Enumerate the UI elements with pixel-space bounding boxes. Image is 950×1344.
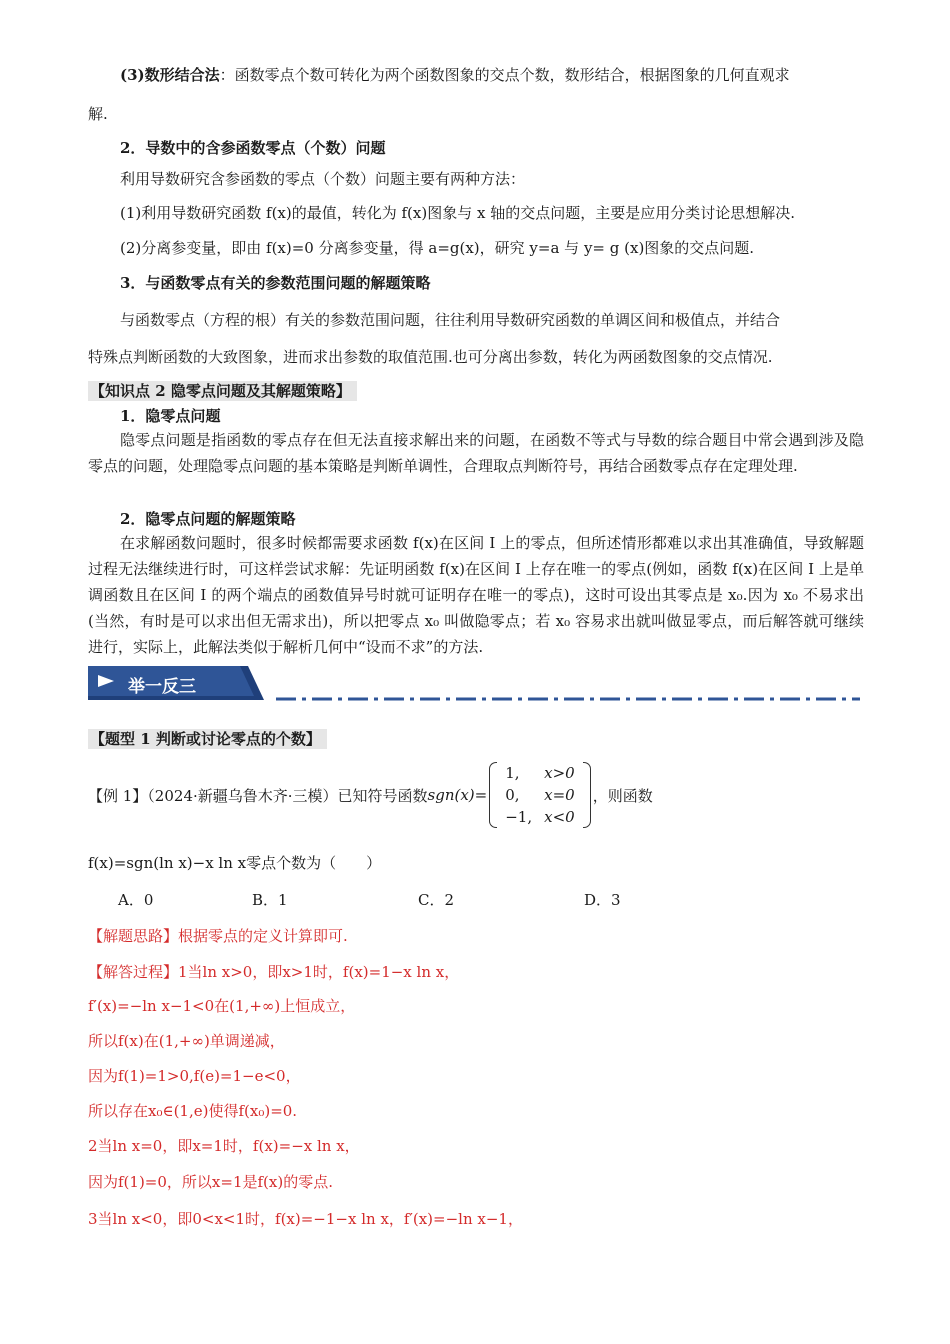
banner-label: 举一反三 [128, 677, 196, 697]
method-3-label: (3)数形结合法 [120, 66, 220, 84]
method-3-line-end: 解. [88, 105, 108, 123]
solution-step: 3当ln x<0，即0<x<1时，f(x)=−1−x ln x，f′(x)=−ln x−1， [88, 1210, 523, 1228]
sgn-cases [489, 762, 590, 828]
method-3-line [120, 64, 790, 85]
heading-hidden-zero-strategy: 2．隐零点问题的解题策略 [120, 510, 296, 528]
param-zero-method-1: (1)利用导数研究函数 f(x)的最值，转化为 f(x)图象与 x 轴的交点问题，主要是应用分类讨论思想解决. [120, 204, 795, 222]
topic-1-tag: 【题型 1 判断或讨论零点的个数】 [88, 729, 327, 749]
example-1-prefix: 【例 1】（2024·新疆乌鲁木齐·三模）已知符号函数 [88, 786, 428, 805]
solution-step: 所以存在x₀∈(1,e)使得f(x₀)=0. [88, 1102, 298, 1120]
hidden-zero-paragraph: 隐零点问题是指函数的零点存在但无法直接求解出来的问题，在函数不等式与导数的综合题目中常会遇到涉及隐零点的问题，处理隐零点问题的基本策略是判断单调性，合理取点判断符号，再结合函数零点存在定理处理. [88, 431, 864, 475]
param-zero-intro: 利用导数研究含参函数的零点（个数）问题主要有两种方法： [120, 170, 526, 188]
param-zero-method-2: (2)分离参变量，即由 f(x)=0 分离参变量，得 a=g(x)，研究 y=a 与 y= g (x)图象的交点问题. [120, 239, 755, 257]
example-1-line-2: f(x)=sgn(ln x)−x ln x零点个数为（ ） [88, 854, 382, 872]
solution-step: 所以f(x)在(1,+∞)单调递减， [88, 1032, 285, 1050]
case-value: 0, [505, 786, 520, 804]
option-b: B．1 [252, 891, 288, 909]
practice-banner [88, 666, 264, 700]
banner-dash-line [276, 697, 860, 701]
heading-param-range: 3．与函数零点有关的参数范围问题的解题策略 [120, 274, 431, 292]
solution-step: 因为f(1)=0，所以x=1是f(x)的零点. [88, 1173, 333, 1191]
case-condition: x=0 [544, 786, 575, 804]
case-condition: x<0 [544, 808, 575, 826]
knowledge-point-2-tag: 【知识点 2 隐零点问题及其解题策略】 [88, 381, 357, 401]
solution-step: 2当ln x=0，即x=1时，f(x)=−x ln x， [88, 1137, 360, 1155]
case-value: −1, [505, 808, 533, 826]
heading-hidden-zero: 1．隐零点问题 [120, 407, 221, 425]
hidden-zero-strategy-paragraph: 在求解函数问题时，很多时候都需要求函数 f(x)在区间 I 上的零点，但所述情形都难以求出其准确值，导致解题过程无法继续进行时，可这样尝试求解：先证明函数 f(x)在区间 I 上存在唯一的零点(例如，函数 f(x)在区间 I 上是单调函数且在区间 I 的两个端点的函数值异号时就可证明存在唯一的零点)，这时可设出其零点是 x₀.因为 x₀ 不易求出(当然，有时是可以求出但无需求出)，所以把零点 x₀ 叫做隐零点；若 x₀ 容易求出就叫做显零点，而后解答就可继续进行，实际上，此解法类似于解析几何中“设而不求”的方法. [88, 534, 864, 656]
option-c: C．2 [418, 891, 455, 909]
option-d: D．3 [584, 891, 621, 909]
param-range-text-2: 特殊点判断函数的大致图象，进而求出参数的取值范围.也可分离出参数，转化为两函数图象的交点情况. [88, 348, 773, 366]
heading-param-zero: 2．导数中的含参函数零点（个数）问题 [120, 139, 386, 157]
example-1-suffix: ，则函数 [592, 786, 653, 805]
param-range-text-1: 与函数零点（方程的根）有关的参数范围问题，往往利用导数研究函数的单调区间和极值点，并结合 [120, 311, 781, 329]
method-3-text: ：函数零点个数可转化为两个函数图象的交点个数，数形结合，根据图象的几何直观求 [219, 66, 790, 84]
solution-step: f′(x)=−ln x−1<0在(1,+∞)上恒成立， [88, 997, 356, 1015]
example-1-line-1 [88, 762, 653, 828]
case-condition: x>0 [544, 764, 575, 782]
sgn-definition-lhs: sgn(x)= [427, 786, 488, 804]
solution-step: 因为f(1)=1>0,f(e)=1−e<0， [88, 1067, 301, 1085]
solution-idea: 【解题思路】根据零点的定义计算即可. [88, 927, 348, 945]
option-a: A．0 [118, 891, 154, 909]
solution-step: 【解答过程】1当ln x>0，即x>1时，f(x)=1−x ln x， [88, 963, 460, 981]
case-value: 1, [505, 764, 520, 782]
